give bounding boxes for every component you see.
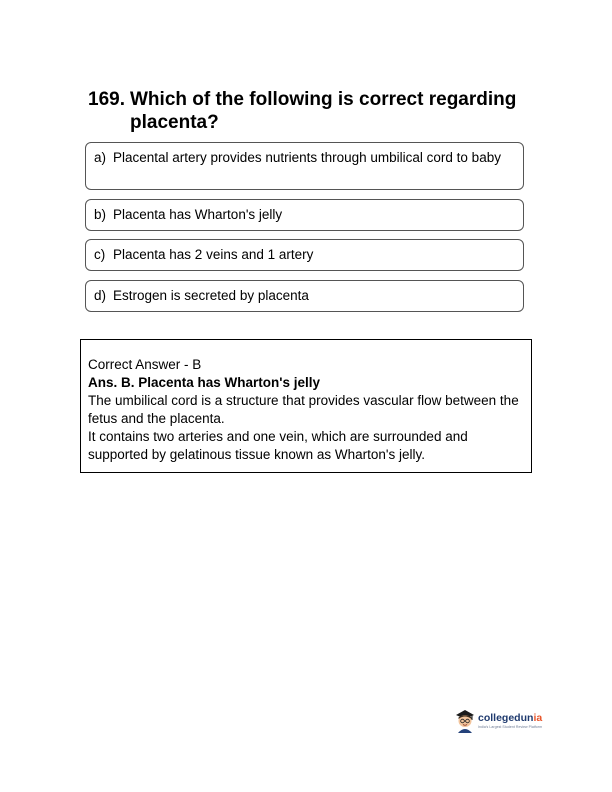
question-text: Which of the following is correct regarding placenta? [130,89,517,133]
answer-explanation-2: It contains two arteries and one vein, which are surrounded and supported by gelatinous tissue known as Wharton's jelly. [88,429,468,462]
question-number: 169. [88,89,125,110]
option-text: Placenta has Wharton's jelly [113,207,283,222]
option-letter: d) [94,288,107,303]
option-letter: a) [94,150,107,165]
option-text: Estrogen is secreted by placenta [113,288,309,303]
option-text: Placenta has 2 veins and 1 artery [113,247,314,262]
brand-tagline: India's Largest Student Review Platform [478,724,543,729]
collegedunia-logo [455,707,575,735]
option-text: Placental artery provides nutrients through umbilical cord to baby [113,150,501,165]
answer-title: Ans. B. Placenta has Wharton's jelly [88,375,321,390]
answer-explanation-1: The umbilical cord is a structure that provides vascular flow between the fetus and the placenta. [88,393,519,426]
brand-name-accent: ia [533,712,543,724]
option-a[interactable] [85,142,524,190]
option-letter: b) [94,207,107,222]
correct-answer-label: Correct Answer - B [88,357,202,372]
option-b[interactable] [85,199,524,231]
student-mascot-icon [455,709,475,733]
option-d[interactable] [85,280,524,312]
brand-name-main: collegedun [478,712,534,724]
question-heading [88,88,528,134]
brand-name [478,713,542,724]
option-letter: c) [94,247,106,262]
option-c[interactable] [85,239,524,271]
answer-box [80,339,532,473]
